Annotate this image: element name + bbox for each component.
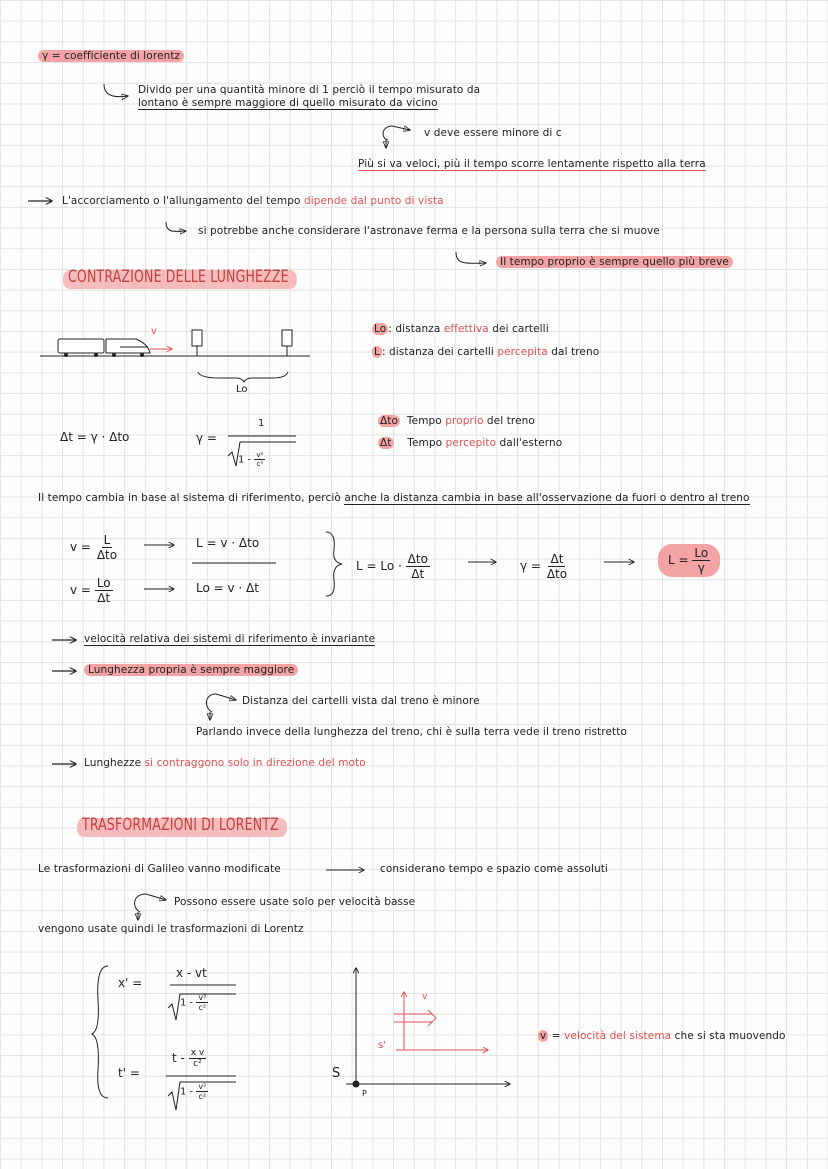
bullet2-text: Lunghezza propria è sempre maggiore [84,664,298,676]
gamma-c2: c² [256,460,264,468]
def-lo-red: effettiva [443,323,489,335]
eq-l1: L = v · Δto [196,536,260,550]
eq-v1-lhs: v = [70,540,91,554]
galileo: Le trasformazioni di Galileo vanno modificate [38,863,281,875]
lorentz-formulas [92,966,236,1110]
gamma-label: γ = coefficiente di lorentz [38,50,184,62]
def-l-post: dal treno [547,346,600,358]
eq-res2-lhs: γ = [520,559,541,573]
equation-arrows [144,532,634,596]
eq-v1-num: L [103,533,111,547]
bullet1-text: velocità relativa dei sistemi di riferimento è invariante [84,633,376,645]
def-dto-key: Δto [380,415,399,427]
lo-brace-label: Lo [236,384,248,395]
curved-arrow-5 [206,694,236,720]
eq-res1-num: Δto [407,552,428,566]
moving-axes [394,992,488,1050]
galileo-low: Possono essere usate solo per velocità basse [174,896,416,908]
lorentz-used: vengono usate quindi le trasformazioni di Lorentz [38,923,304,935]
x-den-c2: c² [198,1003,207,1012]
eq-final-num: Lo [694,546,709,560]
eq-v2-num: Lo [96,576,111,590]
def-dt-red: percepito [445,437,497,449]
eq-final-lhs: L = [668,553,689,567]
galileo-arrows [135,870,364,920]
gamma-eq: γ = [196,431,217,445]
train-diagram [40,330,310,382]
x-den-pre: 1 - [180,997,194,1009]
axis-s-prime-label: s' [378,1040,386,1051]
eq-res2-num: Δt [550,552,564,566]
def-dto-post: del treno [483,415,535,427]
def-lo-post: dei cartelli [488,323,549,335]
t-c2: c² [193,1059,202,1069]
section2-title-text: TRASFORMAZIONI DI LORENTZ [82,815,279,835]
def-dto-pre: Tempo [406,415,446,427]
statement-ul: anche la distanza cambia in base all'osservazione da fuori o dentro al treno [344,492,750,504]
eq-l2: Lo = v · Δt [196,581,259,595]
train-velocity-label: v [151,326,157,337]
def-dt-key: Δt [380,437,392,449]
curved-arrow-1 [104,84,128,97]
v-def-red: velocità del sistema [564,1030,672,1042]
x-prime: x' = [118,976,143,990]
curved-arrow-4 [456,252,486,263]
gamma-v2: v² [256,451,264,459]
eq-final-den: γ [697,561,705,575]
bullet2-sub2: Parlando invece della lunghezza del treno, chi è sulla terra vede il treno ristretto [196,726,628,738]
eq-res1-den: Δt [411,567,425,581]
def-l-key: L [374,346,380,358]
gamma-den-pre: 1 - [238,454,252,466]
line1a: Divido per una quantità minore di 1 perciò il tempo misurato da [138,84,481,96]
gamma-num: 1 [258,418,265,429]
t-prime: t' = [118,1066,140,1080]
dt-formula: Δt = γ · Δto [60,430,130,444]
point1-sub: si potrebbe anche considerare l'astronave ferma e la persona sulla terra che si muove [198,225,660,237]
axis-v-label: v [422,992,428,1002]
bullet-arrows [52,640,76,764]
def-l-red: percepita [497,346,548,358]
point1-pre: L'accorciamento o l'allungamento del tempo [62,195,304,207]
galileo-why: considerano tempo e spazio come assoluti [380,863,608,875]
faster-text: Più si va veloci, più il tempo scorre lentamente rispetto alla terra [358,158,706,170]
t-den-c2: c² [198,1092,207,1101]
def-dt-post: dall'esterno [496,437,563,449]
v-less-c: v deve essere minore di c [424,127,562,139]
statement-pre: Il tempo cambia in base al sistema di riferimento, perciò [38,492,345,504]
eq-v2-den: Δt [97,591,111,605]
v-def-key: v [540,1030,547,1042]
def-l-pre: : distanza dei cartelli [381,346,498,358]
curved-arrow-3 [166,222,186,231]
eq-res1-lhs: L = Lo · [356,559,402,573]
gamma-sqrt [228,436,296,466]
t-num-pre: t - [172,1051,185,1065]
x-den-v2: v² [198,993,207,1002]
eq-res2-den: Δto [546,567,568,581]
axis-s-label: S [332,1066,341,1081]
def-dt-pre: Tempo [407,437,446,449]
t-den-v2: v² [198,1082,207,1091]
t-den-pre: 1 - [180,1086,194,1098]
def-lo-pre: : distanza [388,323,444,335]
bullet3-pre: Lunghezze [84,757,145,769]
t-xv: x v [190,1048,205,1058]
line1b-text: lontano è sempre maggiore di quello misurato da vicino [138,97,438,109]
v-def-post: che si sta muovendo [671,1030,786,1042]
section1-title-text: CONTRAZIONE DELLE LUNGHEZZE [68,267,289,287]
v-def-pre: = [548,1030,565,1042]
proper-time-text: Il tempo proprio è sempre quello più breve [496,256,733,268]
bullet2-sub: Distanza dei cartelli vista dal treno è minore [242,695,480,707]
x-numerator: x - vt [176,966,207,980]
bullet3-red: si contraggono solo in direzione del moto [144,757,366,769]
axis-p-label: P [362,1089,367,1098]
def-lo-key: Lo [374,323,387,335]
axes-diagram [346,968,510,1087]
eq-v1-den: Δto [96,548,118,562]
point1-red: dipende dal punto di vista [303,195,444,207]
def-dto-red: proprio [445,415,484,427]
curved-arrow-2 [383,126,410,148]
eq-v2-lhs: v = [70,583,91,597]
